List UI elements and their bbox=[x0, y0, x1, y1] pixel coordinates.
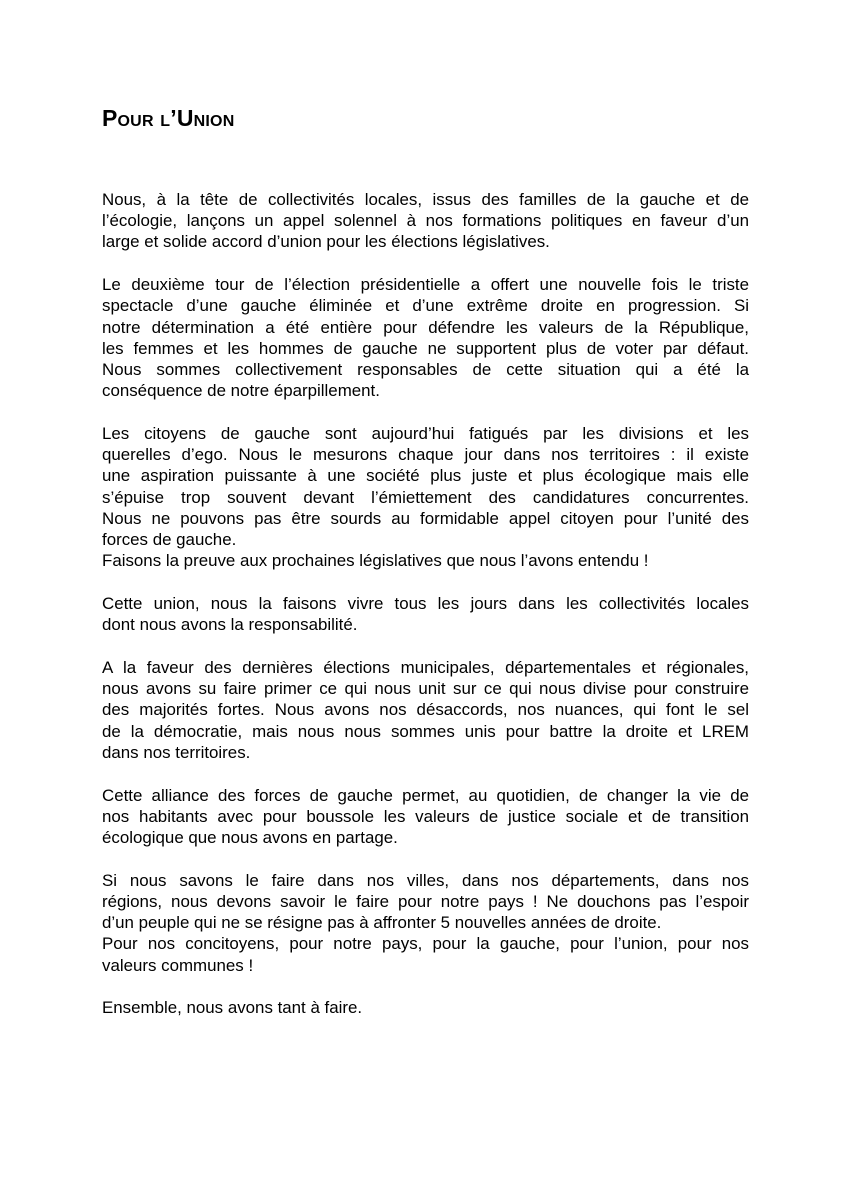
letter-body bbox=[102, 189, 749, 1040]
text-line: régions, nous devons savoir le faire pour notre pays ! Ne douchons pas l’espoir bbox=[102, 892, 749, 912]
text-line: Les citoyens de gauche sont aujourd’hui fatigués par les divisions et les bbox=[102, 424, 749, 444]
text-line: de la démocratie, mais nous nous sommes unis pour battre la droite et LREM bbox=[102, 721, 749, 741]
paragraph-3 bbox=[102, 423, 749, 571]
text-line: Faisons la preuve aux prochaines législatives que nous l’avons entendu ! bbox=[102, 551, 649, 571]
text-line: Nous sommes collectivement responsables de cette situation qui a été la bbox=[102, 360, 749, 380]
text-line: écologique que nous avons en partage. bbox=[102, 828, 398, 848]
text-line: notre détermination a été entière pour défendre les valeurs de la République, bbox=[102, 317, 749, 337]
text-line: A la faveur des dernières élections municipales, départementales et régionales, bbox=[102, 658, 749, 678]
text-line: dont nous avons la responsabilité. bbox=[102, 615, 358, 635]
text-line: Si nous savons le faire dans nos villes, dans nos départements, dans nos bbox=[102, 870, 749, 890]
text-line: querelles d’ego. Nous le mesurons chaque jour dans nos territoires : il existe bbox=[102, 445, 749, 465]
paragraph-8 bbox=[102, 997, 749, 1018]
text-line: Le deuxième tour de l’élection présidentielle a offert une nouvelle fois le triste bbox=[102, 275, 749, 295]
text-line: nos habitants avec pour boussole les valeurs de justice sociale et de transition bbox=[102, 806, 749, 826]
text-line: Nous ne pouvons pas être sourds au formidable appel citoyen pour l’unité des bbox=[102, 508, 749, 528]
text-line: d’un peuple qui ne se résigne pas à affronter 5 nouvelles années de droite. bbox=[102, 913, 662, 933]
paragraph-1 bbox=[102, 189, 749, 253]
text-line: une aspiration puissante à une société plus juste et plus écologique mais elle bbox=[102, 466, 749, 486]
text-line: des majorités fortes. Nous avons nos désaccords, nos nuances, qui font le sel bbox=[102, 700, 749, 720]
text-line: les femmes et les hommes de gauche ne supportent plus de voter par défaut. bbox=[102, 338, 749, 358]
text-line: large et solide accord d’union pour les élections législatives. bbox=[102, 232, 550, 252]
text-line: s’épuise trop souvent devant l’émiettement des candidatures concurrentes. bbox=[102, 487, 749, 507]
paragraph-7 bbox=[102, 870, 749, 976]
text-line: forces de gauche. bbox=[102, 530, 237, 550]
text-line: Pour nos concitoyens, pour notre pays, pour la gauche, pour l’union, pour nos bbox=[102, 934, 749, 954]
paragraph-2 bbox=[102, 274, 749, 401]
text-line: spectacle d’une gauche éliminée et d’une extrême droite en progression. Si bbox=[102, 296, 749, 316]
text-line: Cette alliance des forces de gauche permet, au quotidien, de changer la vie de bbox=[102, 785, 749, 805]
paragraph-6 bbox=[102, 785, 749, 849]
text-line: dans nos territoires. bbox=[102, 742, 251, 762]
paragraph-5 bbox=[102, 657, 749, 763]
text-line: l’écologie, lançons un appel solennel à nos formations politiques en faveur d’un bbox=[102, 211, 749, 231]
page-title: Pour l’Union bbox=[102, 105, 235, 131]
paragraph-4 bbox=[102, 593, 749, 635]
text-line: Cette union, nous la faisons vivre tous les jours dans les collectivités locales bbox=[102, 594, 749, 614]
text-line: conséquence de notre éparpillement. bbox=[102, 381, 380, 401]
text-line: valeurs communes ! bbox=[102, 955, 254, 975]
text-line: Nous, à la tête de collectivités locales, issus des familles de la gauche et de bbox=[102, 190, 749, 209]
text-line: nous avons su faire primer ce qui nous unit sur ce qui nous divise pour construire bbox=[102, 679, 749, 699]
text-line: Ensemble, nous avons tant à faire. bbox=[102, 998, 363, 1018]
